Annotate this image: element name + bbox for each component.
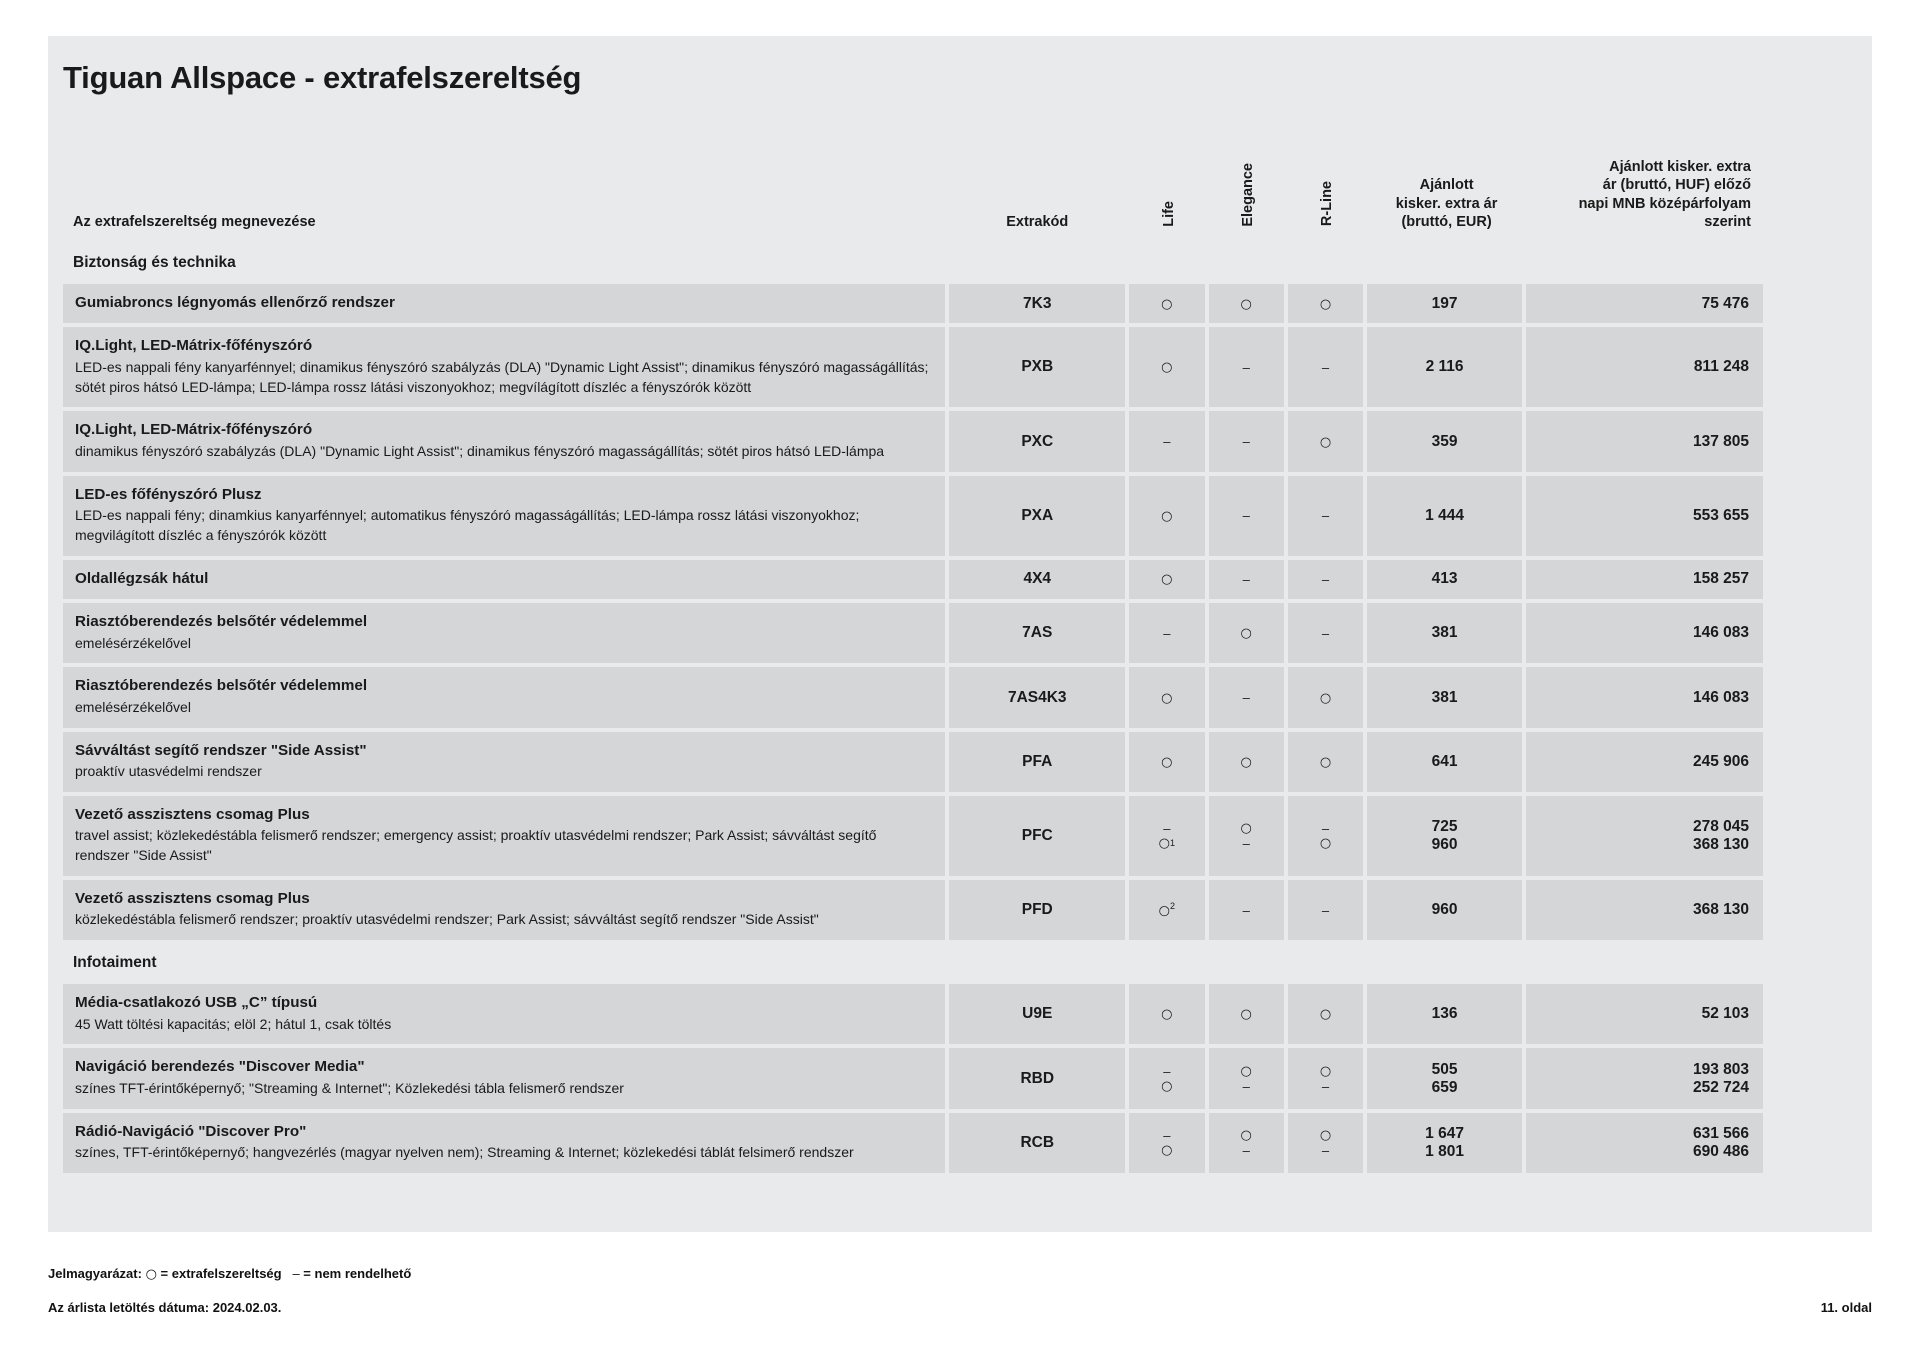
price-huf-cell-value: 278 045 (1692, 817, 1749, 835)
option-name-cell (63, 560, 945, 603)
price-eur-cell: 197 (1367, 284, 1526, 327)
elegance-availability-cell: – (1209, 476, 1288, 560)
option-name-cell (63, 1048, 945, 1112)
option-title: Rádió-Navigáció "Discover Pro" (75, 1122, 307, 1140)
price-huf-cell: 553 655 (1526, 476, 1763, 560)
price-huf-cell: 158 257 (1526, 560, 1763, 603)
life-availability-cell: ○$^2$ (1129, 880, 1208, 944)
table-header (63, 140, 1763, 244)
table-row (63, 1048, 1763, 1112)
table-row (63, 327, 1763, 411)
option-title: Riasztóberendezés belsőtér védelemmel (75, 613, 368, 631)
header-name: Az extrafelszereltség megnevezése (63, 140, 945, 244)
price-eur-cell: 413 (1367, 560, 1526, 603)
legend-circle-text: = extrafelszereltség (160, 1266, 282, 1281)
price-eur-cell: 359 (1367, 411, 1526, 475)
legend (48, 1266, 1872, 1282)
rline-availability-cell (1288, 1113, 1367, 1177)
table-row (63, 411, 1763, 475)
extra-code-cell: U9E (945, 984, 1129, 1048)
price-huf-cell: 75 476 (1526, 284, 1763, 327)
price-eur-cell: 1 444 (1367, 476, 1526, 560)
life-availability-cell: ○ (1129, 732, 1208, 796)
price-eur-cell: 2 116 (1367, 327, 1526, 411)
header-extra-code: Extrakód (945, 140, 1129, 244)
header-price-huf-line1: Ajánlott kisker. extra (1609, 158, 1751, 175)
option-title: Riasztóberendezés belsőtér védelemmel (75, 677, 368, 695)
option-title: Gumiabroncs légnyomás ellenőrző rendszer (75, 294, 395, 311)
rline-availability-cell: – (1288, 476, 1367, 560)
rline-availability-cell: – (1288, 880, 1367, 944)
header-elegance (1209, 140, 1288, 244)
extra-code-cell: 7AS (945, 603, 1129, 667)
option-name-cell (63, 284, 945, 327)
elegance-availability-cell (1209, 796, 1288, 880)
life-availability-cell (1129, 796, 1208, 880)
price-eur-cell (1367, 796, 1526, 880)
legend-label: Jelmagyarázat: (48, 1266, 142, 1281)
footer (48, 1266, 1872, 1315)
rline-availability-cell-value: ○ (1319, 1127, 1332, 1143)
legend-dash-text: = nem rendelhető (303, 1266, 412, 1281)
header-price-huf-line2: ár (bruttó, HUF) előző (1602, 177, 1751, 194)
option-name-cell (63, 667, 945, 731)
elegance-availability-cell: ○ (1209, 732, 1288, 796)
price-eur-cell-value: 725 (1431, 817, 1458, 835)
elegance-availability-cell: – (1209, 560, 1288, 603)
price-huf-cell: 137 805 (1526, 411, 1763, 475)
page-title: Tiguan Allspace - extrafelszereltség (63, 60, 582, 95)
price-huf-cell (1526, 796, 1763, 880)
life-availability-cell-value: – (1163, 1063, 1171, 1079)
option-description: LED-es nappali fény kanyarfénnyel; dinamikus fényszóró szabályzás (DLA) "Dynamic Light Assist"; dinamikus fényszóró magasságállítás; sötét piros hátsó LED-lámpa; LED-lámpa rossz látási viszonyokhoz; megvílágított díszléc a fényszórók között (75, 358, 929, 395)
rline-availability-cell: ○ (1288, 984, 1367, 1048)
elegance-availability-cell: ○ (1209, 984, 1288, 1048)
price-eur-cell-value: 1 801 (1425, 1142, 1464, 1160)
price-huf-cell-value: 193 803 (1692, 1060, 1749, 1078)
elegance-availability-cell: – (1209, 880, 1288, 944)
life-availability-cell: ○ (1129, 667, 1208, 731)
price-eur-cell: 960 (1367, 880, 1526, 944)
rline-availability-cell: – (1288, 603, 1367, 667)
elegance-availability-cell-value: – (1242, 1142, 1250, 1158)
life-availability-cell (1129, 1113, 1208, 1177)
table-row (63, 560, 1763, 603)
header-life-label: Life (1160, 200, 1177, 227)
price-huf-cell-value: 690 486 (1692, 1142, 1749, 1160)
footer-bottom-row (48, 1300, 1872, 1315)
option-description: proaktív utasvédelmi rendszer (75, 763, 262, 779)
option-title: Navigáció berendezés "Discover Media" (75, 1058, 365, 1076)
legend-dash-icon: – (292, 1266, 300, 1281)
rline-availability-cell: – (1288, 327, 1367, 411)
life-availability-cell: – (1129, 603, 1208, 667)
life-availability-cell: ○ (1129, 984, 1208, 1048)
option-title: Sávváltást segítő rendszer "Side Assist" (75, 741, 367, 759)
extra-code-cell: RBD (945, 1048, 1129, 1112)
price-huf-cell: 146 083 (1526, 603, 1763, 667)
table-row (63, 1113, 1763, 1177)
header-price-eur-line1: Ajánlott (1419, 177, 1474, 194)
price-eur-cell (1367, 1113, 1526, 1177)
elegance-availability-cell: – (1209, 411, 1288, 475)
extra-code-cell: PXA (945, 476, 1129, 560)
header-elegance-label: Elegance (1239, 162, 1256, 227)
price-eur-cell-value: 505 (1431, 1060, 1458, 1078)
option-description: dinamikus fényszóró szabályzás (DLA) "Dynamic Light Assist"; dinamikus fényszóró magasságállítás; sötét piros hátsó LED-lámpa (75, 442, 885, 459)
extra-code-cell: RCB (945, 1113, 1129, 1177)
price-huf-cell: 245 906 (1526, 732, 1763, 796)
rline-availability-cell (1288, 1048, 1367, 1112)
option-name-cell (63, 476, 945, 560)
header-price-huf-line3: napi MNB középárfolyam (1578, 195, 1751, 212)
extra-code-cell: 7K3 (945, 284, 1129, 327)
life-availability-cell-value: – (1163, 820, 1171, 836)
option-name-cell (63, 880, 945, 944)
rline-availability-cell-value: – (1321, 1078, 1330, 1094)
life-availability-cell (1129, 1048, 1208, 1112)
option-name-cell (63, 411, 945, 475)
option-title: Vezető asszisztens csomag Plus (75, 805, 310, 823)
elegance-availability-cell: – (1209, 327, 1288, 411)
life-availability-cell: ○ (1129, 327, 1208, 411)
rline-availability-cell: ○ (1288, 411, 1367, 475)
price-huf-cell: 146 083 (1526, 667, 1763, 731)
table-row (63, 796, 1763, 880)
extra-code-cell: PFA (945, 732, 1129, 796)
elegance-availability-cell-value: ○ (1240, 1063, 1252, 1079)
option-name-cell (63, 603, 945, 667)
table-row (63, 667, 1763, 731)
header-price-eur-line2: kisker. extra ár (1395, 195, 1498, 212)
footnote-marker: 2 (1169, 901, 1175, 912)
life-availability-cell-value: ○ 1 (1158, 835, 1175, 851)
rline-availability-cell: ○ (1288, 284, 1367, 327)
price-eur-cell: 136 (1367, 984, 1526, 1048)
price-huf-cell-value: 368 130 (1692, 835, 1749, 853)
price-huf-cell: 52 103 (1526, 984, 1763, 1048)
life-availability-cell: ○ (1129, 284, 1208, 327)
option-title: IQ.Light, LED-Mátrix-főfényszóró (75, 421, 313, 439)
option-name-cell (63, 796, 945, 880)
table-row (63, 603, 1763, 667)
rline-availability-cell-value: ○ (1319, 1063, 1332, 1079)
option-title: Oldallégzsák hátul (75, 569, 209, 587)
life-availability-cell-value: – (1163, 1127, 1171, 1143)
section-header-row (63, 244, 1763, 284)
price-eur-cell: 381 (1367, 667, 1526, 731)
option-description: emelésérzékelővel (75, 698, 191, 715)
option-description: 45 Watt töltési kapacitás; elöl 2; hátul 1, csak töltés (75, 1015, 392, 1032)
option-description: emelésérzékelővel (75, 634, 191, 651)
elegance-availability-cell (1209, 1048, 1288, 1112)
price-huf-cell: 368 130 (1526, 880, 1763, 944)
extra-code-cell: PFD (945, 880, 1129, 944)
option-description: közlekedéstábla felismerő rendszer; proaktív utasvédelmi rendszer; Park Assist; sávváltást segítő rendszer "Side Assist" (75, 911, 819, 928)
life-availability-cell: ○ (1129, 560, 1208, 603)
rline-availability-cell: ○ (1288, 732, 1367, 796)
price-eur-cell-value: 1 647 (1425, 1124, 1464, 1142)
option-title: IQ.Light, LED-Mátrix-főfényszóró (75, 337, 313, 355)
rline-availability-cell: – (1288, 560, 1367, 603)
option-name-cell (63, 327, 945, 411)
extra-code-cell: PXC (945, 411, 1129, 475)
download-date: Az árlista letöltés dátuma: 2024.02.03. (48, 1300, 282, 1315)
table-row (63, 880, 1763, 944)
legend-circle-icon: ○ (145, 1267, 157, 1282)
life-availability-cell: – (1129, 411, 1208, 475)
elegance-availability-cell: ○ (1209, 603, 1288, 667)
table-row (63, 476, 1763, 560)
table-body (63, 244, 1763, 1177)
table-row (63, 984, 1763, 1048)
option-title: Média-csatlakozó USB „C” típusú (75, 994, 318, 1012)
rline-availability-cell-value: ○ (1319, 835, 1332, 851)
header-price-eur-line3: (bruttó, EUR) (1401, 214, 1492, 231)
price-eur-cell (1367, 1048, 1526, 1112)
option-description: színes TFT-érintőképernyő; "Streaming & Internet"; Közlekedési tábla felismerő rendszer (75, 1079, 624, 1096)
extra-code-cell: 7AS4K3 (945, 667, 1129, 731)
life-availability-cell-value: ○ (1161, 1078, 1173, 1094)
elegance-availability-cell: ○ (1209, 284, 1288, 327)
elegance-availability-cell (1209, 1113, 1288, 1177)
page-number: 11. oldal (1820, 1300, 1872, 1315)
price-huf-cell (1526, 1113, 1763, 1177)
elegance-availability-cell-value: ○ (1240, 820, 1252, 836)
extra-code-cell: 4X4 (945, 560, 1129, 603)
extras-table (63, 140, 1763, 1177)
section-title: Infotaiment (63, 944, 1763, 984)
elegance-availability-cell: – (1209, 667, 1288, 731)
table-row (63, 732, 1763, 796)
footnote-marker: 1 (1169, 838, 1175, 849)
rline-availability-cell (1288, 796, 1367, 880)
section-title: Biztonság és technika (63, 244, 1763, 284)
price-eur-cell: 381 (1367, 603, 1526, 667)
header-rline-label: R-Line (1319, 181, 1336, 227)
price-eur-cell-value: 659 (1431, 1078, 1458, 1096)
extra-code-cell: PFC (945, 796, 1129, 880)
elegance-availability-cell-value: – (1242, 1078, 1250, 1094)
extra-code-cell: PXB (945, 327, 1129, 411)
life-availability-cell: ○ (1129, 476, 1208, 560)
price-huf-cell: 811 248 (1526, 327, 1763, 411)
rline-availability-cell-value: – (1321, 1142, 1330, 1158)
option-name-cell (63, 732, 945, 796)
rline-availability-cell-value: – (1321, 820, 1330, 836)
rline-availability-cell: ○ (1288, 667, 1367, 731)
price-huf-cell-value: 631 566 (1692, 1124, 1749, 1142)
price-huf-cell (1526, 1048, 1763, 1112)
header-life (1129, 140, 1208, 244)
option-title: Vezető asszisztens csomag Plus (75, 889, 310, 907)
price-huf-cell-value: 252 724 (1692, 1078, 1749, 1096)
table-row (63, 284, 1763, 327)
header-price-huf-line4: szerint (1704, 214, 1751, 231)
option-description: színes, TFT-érintőképernyő; hangvezérlés (magyar nyelven nem); Streaming & Internet; közlekedési táblát felsimerő rendszer (75, 1144, 854, 1161)
option-title: LED-es főfényszóró Plusz (75, 485, 262, 503)
header-price-eur (1367, 140, 1526, 244)
price-eur-cell-value: 960 (1431, 835, 1458, 853)
header-price-huf (1526, 140, 1763, 244)
section-header-row (63, 944, 1763, 984)
option-name-cell (63, 1113, 945, 1177)
header-rline (1288, 140, 1367, 244)
option-name-cell (63, 984, 945, 1048)
elegance-availability-cell-value: ○ (1240, 1127, 1252, 1143)
option-description: LED-es nappali fény; dinamkius kanyarfénnyel; automatikus fényszóró magasságállítás; LED-lámpa rossz látási viszonyokhoz; megvilágított díszléc a fényszórók között (75, 507, 860, 543)
life-availability-cell-value: ○ (1161, 1142, 1173, 1158)
elegance-availability-cell-value: – (1242, 835, 1250, 851)
option-description: travel assist; közlekedéstábla felismerő rendszer; emergency assist; proaktív utasvédelmi rendszer; Park Assist; sávváltást segítő rendszer "Side Assist" (75, 827, 877, 864)
price-eur-cell: 641 (1367, 732, 1526, 796)
